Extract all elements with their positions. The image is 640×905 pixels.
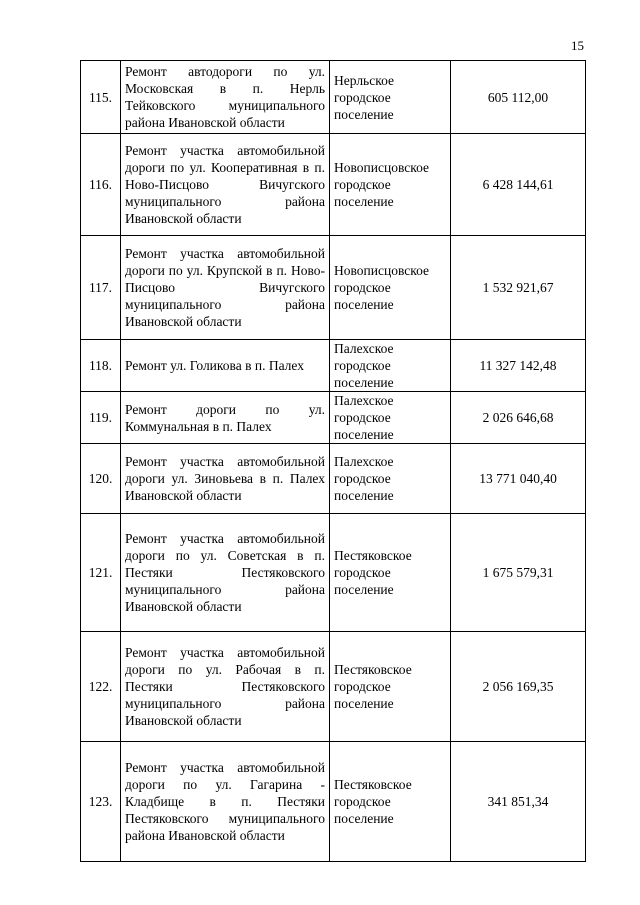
table-row	[81, 444, 586, 514]
row-amount: 341 851,34	[451, 742, 586, 862]
table-row	[81, 632, 586, 742]
row-number: 123.	[81, 742, 121, 862]
row-number: 121.	[81, 514, 121, 632]
row-settlement: Палехское городское поселение	[330, 340, 451, 392]
row-settlement: Пестяковское городское поселение	[330, 514, 451, 632]
table-row	[81, 514, 586, 632]
row-settlement: Новописцовское городское поселение	[330, 236, 451, 340]
row-settlement: Палехское городское поселение	[330, 392, 451, 444]
row-amount: 605 112,00	[451, 61, 586, 134]
row-number: 120.	[81, 444, 121, 514]
row-amount: 11 327 142,48	[451, 340, 586, 392]
row-number: 118.	[81, 340, 121, 392]
table-row	[81, 742, 586, 862]
row-settlement: Новописцовское городское поселение	[330, 134, 451, 236]
page-number: 15	[571, 38, 584, 53]
row-amount: 2 026 646,68	[451, 392, 586, 444]
row-amount: 1 675 579,31	[451, 514, 586, 632]
row-description: Ремонт участка автомобильной дороги по ул. Кооперативная в п. Ново-Писцово Вичугского муниципального района Ивановской области	[121, 134, 330, 236]
table-row	[81, 134, 586, 236]
row-number: 122.	[81, 632, 121, 742]
row-amount: 13 771 040,40	[451, 444, 586, 514]
row-settlement: Пестяковское городское поселение	[330, 632, 451, 742]
row-description: Ремонт участка автомобильной дороги по ул. Советская в п. Пестяки Пестяковского муниципального района Ивановской области	[121, 514, 330, 632]
row-amount: 2 056 169,35	[451, 632, 586, 742]
table-row	[81, 61, 586, 134]
table-row	[81, 340, 586, 392]
row-amount: 6 428 144,61	[451, 134, 586, 236]
row-settlement: Нерльское городское поселение	[330, 61, 451, 134]
table-row	[81, 236, 586, 340]
row-number: 117.	[81, 236, 121, 340]
row-description: Ремонт участка автомобильной дороги ул. Зиновьева в п. Палех Ивановской области	[121, 444, 330, 514]
row-number: 115.	[81, 61, 121, 134]
row-description: Ремонт дороги по ул. Коммунальная в п. Палех	[121, 392, 330, 444]
row-description: Ремонт участка автомобильной дороги по ул. Крупской в п. Ново-Писцово Вичугского муниципального района Ивановской области	[121, 236, 330, 340]
row-description: Ремонт ул. Голикова в п. Палех	[121, 340, 330, 392]
table-row	[81, 392, 586, 444]
row-number: 119.	[81, 392, 121, 444]
row-settlement: Пестяковское городское поселение	[330, 742, 451, 862]
row-description: Ремонт участка автомобильной дороги по ул. Гагарина - Кладбище в п. Пестяки Пестяковского муниципального района Ивановской области	[121, 742, 330, 862]
row-settlement: Палехское городское поселение	[330, 444, 451, 514]
row-amount: 1 532 921,67	[451, 236, 586, 340]
road-repair-table	[80, 60, 586, 862]
row-number: 116.	[81, 134, 121, 236]
row-description: Ремонт автодороги по ул. Московская в п. Нерль Тейковского муниципального района Ивановской области	[121, 61, 330, 134]
row-description: Ремонт участка автомобильной дороги по ул. Рабочая в п. Пестяки Пестяковского муниципального района Ивановской области	[121, 632, 330, 742]
